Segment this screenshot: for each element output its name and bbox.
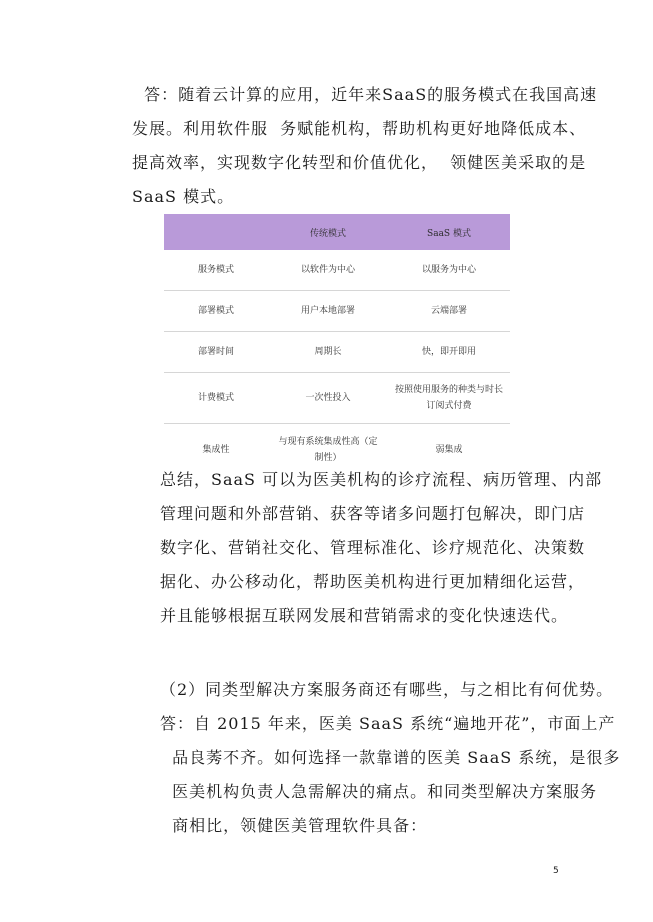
table-cell: 弱集成	[435, 445, 463, 455]
table-header-cell: 传统模式	[268, 214, 388, 250]
table-cell: 云端部署	[388, 291, 510, 332]
table-row	[164, 373, 510, 424]
table-cell: 以服务为中心	[388, 250, 510, 291]
table-cell: 用户本地部署	[268, 291, 388, 332]
answer-line: 品良莠不齐。如何选择一款靠谱的医美 SaaS 系统，是很多	[160, 748, 621, 767]
question-paragraph	[160, 673, 620, 843]
table-row	[164, 291, 510, 332]
table-cell: 以软件为中心	[268, 250, 388, 291]
table-header-cell	[164, 214, 268, 250]
table-row	[164, 332, 510, 373]
table-row	[164, 250, 510, 291]
table-header-cell: SaaS 模式	[388, 214, 510, 250]
table-cell: 周期长	[268, 332, 388, 373]
table-cell: 服务模式	[164, 250, 268, 291]
summary-line: 数字化、营销社交化、管理标准化、诊疗规范化、决策数	[160, 538, 586, 557]
table-cell: 计费模式	[164, 373, 268, 424]
intro-line: SaaS 模式。	[132, 187, 235, 206]
table-cell: 集成性	[202, 445, 230, 455]
table-header-row	[164, 214, 510, 250]
answer-line: 医美机构负责人急需解决的痛点。和同类型解决方案服务	[160, 782, 598, 801]
summary-line: 并且能够根据互联网发展和营销需求的变化快速迭代。	[160, 606, 569, 625]
answer-line: 商相比，领健医美管理软件具备：	[160, 816, 428, 835]
intro-line: 提高效率，实现数字化转型和价值优化， 领健医美采取的是	[132, 153, 587, 172]
summary-line: 据化、办公移动化，帮助医美机构进行更加精细化运营，	[160, 572, 586, 591]
table-cell: 与现有系统集成性高（定 制性）	[278, 437, 378, 463]
comparison-table	[164, 214, 510, 476]
table-cell: 部署时间	[164, 332, 268, 373]
intro-paragraph	[132, 78, 597, 214]
table-cell: 部署模式	[164, 291, 268, 332]
table-cell: 快，即开即用	[388, 332, 510, 373]
table-cell: 一次性投入	[268, 373, 388, 424]
table-cell: 按照使用服务的种类与时长 订阅式付费	[388, 373, 510, 424]
page-number: 5	[553, 866, 559, 876]
answer-line: 答：自 2015 年来，医美 SaaS 系统“遍地开花”，市面上产	[160, 714, 616, 733]
intro-line: 答：随着云计算的应用，近年来SaaS的服务模式在我国高速	[132, 85, 598, 104]
summary-paragraph	[160, 463, 602, 633]
intro-line: 发展。利用软件服 务赋能机构，帮助机构更好地降低成本、	[132, 119, 587, 138]
summary-line: 管理问题和外部营销、获客等诸多问题打包解决，即门店	[160, 504, 586, 523]
question-line: （2）同类型解决方案服务商还有哪些，与之相比有何优势。	[160, 680, 614, 699]
summary-line: 总结，SaaS 可以为医美机构的诊疗流程、病历管理、内部	[160, 470, 603, 489]
